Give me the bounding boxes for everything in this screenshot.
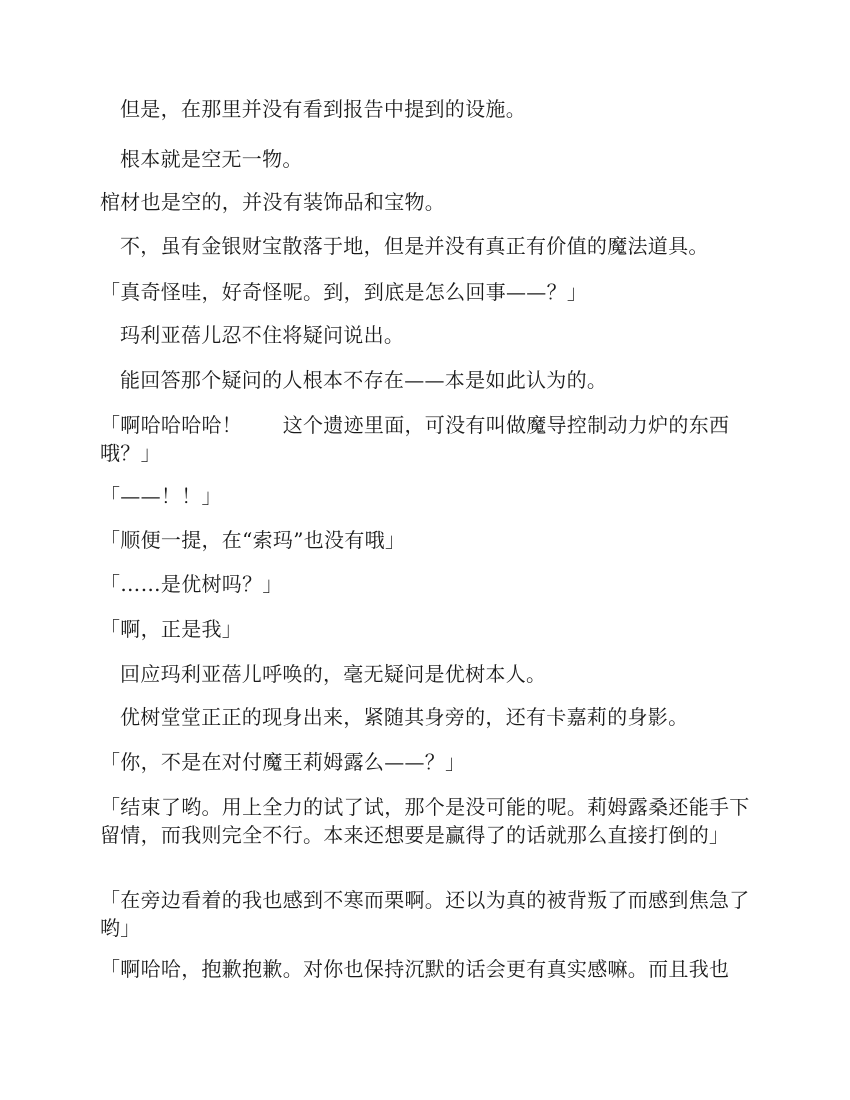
paragraph-18: 「啊哈哈，抱歉抱歉。对你也保持沉默的话会更有真实感嘛。而且我也 [100,957,730,981]
paragraph-7: 能回答那个疑问的人根本不存在——本是如此认为的。 [120,368,608,392]
paragraph-15: 「你，不是在对付魔王莉姆露么——？」 [100,750,466,774]
paragraph-4: 不，虽有金银财宝散落于地，但是并没有真正有价值的魔法道具。 [120,234,709,258]
paragraph-6: 玛利亚蓓儿忍不住将疑问说出。 [120,323,405,347]
paragraph-8: 「啊哈哈哈哈！ 这个遗迹里面，可没有叫做魔导控制动力炉的东西哦？」 [100,413,730,465]
paragraph-10: 「顺便一提，在“索玛”也没有哦」 [100,528,406,552]
paragraph-11: 「……是优树吗？」 [100,572,283,596]
paragraph-17: 「在旁边看着的我也感到不寒而栗啊。还以为真的被背叛了而感到焦急了哟」 [100,888,750,940]
paragraph-1: 但是，在那里并没有看到报告中提到的设施。 [120,97,526,121]
paragraph-5: 「真奇怪哇，好奇怪呢。到，到底是怎么回事——？」 [100,280,588,304]
paragraph-2: 根本就是空无一物。 [120,147,303,171]
paragraph-9: 「——！！」 [100,484,222,508]
paragraph-13: 回应玛利亚蓓儿呼唤的，毫无疑问是优树本人。 [120,662,547,686]
paragraph-14: 优树堂堂正正的现身出来，紧随其身旁的，还有卡嘉莉的身影。 [120,705,689,729]
paragraph-12: 「啊，正是我」 [100,617,243,641]
paragraph-3: 棺材也是空的，并没有装饰品和宝物。 [100,190,446,214]
paragraph-16: 「结束了哟。用上全力的试了试，那个是没可能的呢。莉姆露桑还能手下留情，而我则完全不行。本来还想要是赢得了的话就那么直接打倒的」 [100,795,750,847]
